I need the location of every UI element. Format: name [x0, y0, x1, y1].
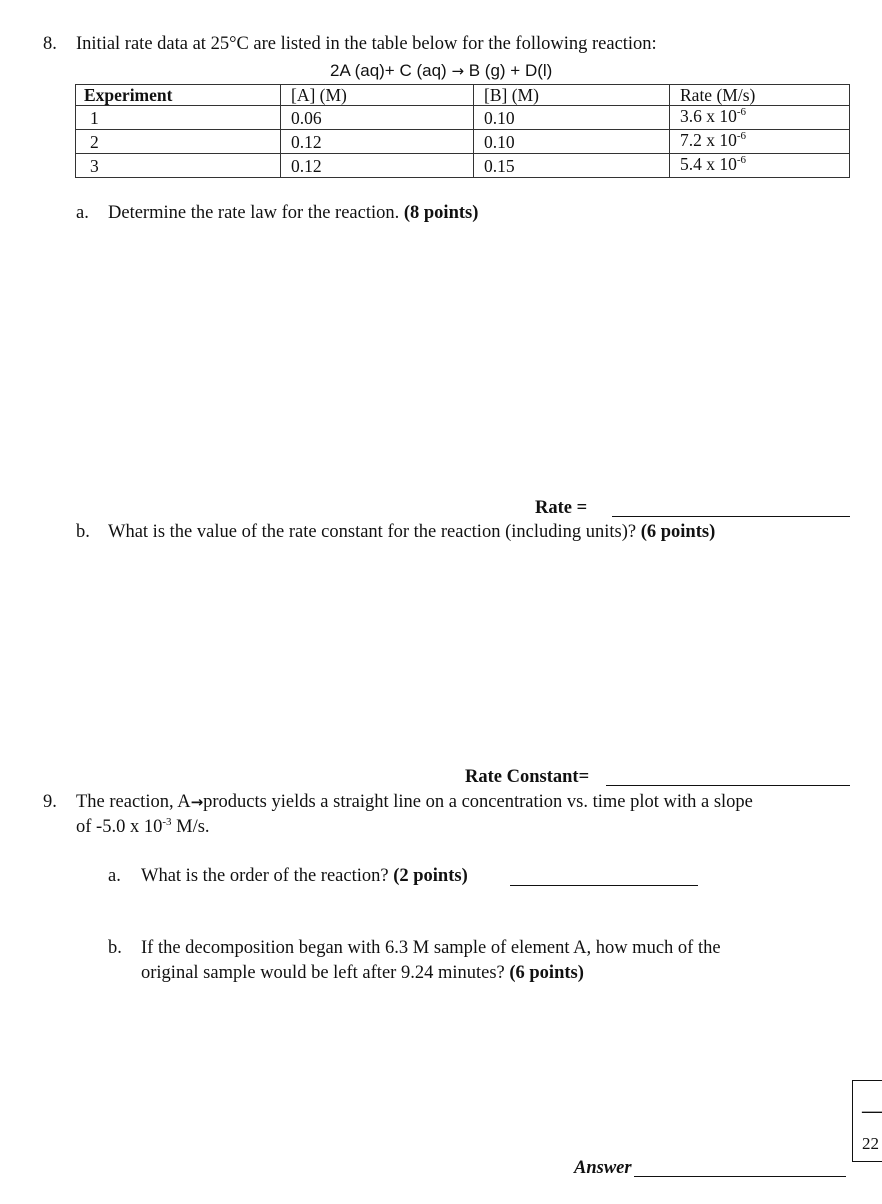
- q9a-answer-line[interactable]: [510, 885, 698, 886]
- q9-prompt-pre: The reaction, A: [76, 792, 191, 812]
- cell-exp: 3: [76, 154, 281, 178]
- cell-rate: [670, 130, 850, 154]
- q8-prompt: Initial rate data at 25°C are listed in the table below for the following reaction:: [76, 34, 657, 54]
- q9b-answer-line[interactable]: [634, 1176, 846, 1177]
- table-header-row: [76, 85, 850, 106]
- q9-prompt: [76, 792, 753, 813]
- q8b-text: What is the value of the rate constant for the reaction (including units)?: [108, 522, 637, 542]
- header-experiment: Experiment: [76, 85, 281, 106]
- header-a: [A] (M): [281, 85, 474, 106]
- reaction-left: 2A (aq)+ C (aq): [330, 61, 447, 80]
- rate-constant-label: Rate Constant=: [465, 767, 590, 787]
- q9a-text: What is the order of the reaction?: [141, 866, 389, 886]
- q9a-question: [141, 866, 468, 887]
- header-b: [B] (M): [474, 85, 670, 106]
- q8a-label: a.: [76, 203, 89, 223]
- q8b-points: (6 points): [640, 522, 716, 542]
- q9a-points: (2 points): [393, 866, 468, 886]
- reaction-equation: [330, 61, 552, 81]
- rate-base: 3.6 x 10: [680, 106, 737, 126]
- table-row: [76, 130, 850, 154]
- cell-a: 0.12: [281, 130, 474, 154]
- table-row: [76, 154, 850, 178]
- rate-data-table: [75, 84, 850, 178]
- cell-exp: 1: [76, 106, 281, 130]
- q8b-question: [108, 522, 715, 543]
- header-rate: Rate (M/s): [670, 85, 850, 106]
- q8a-points: (8 points): [403, 203, 479, 223]
- rate-exponent: -6: [736, 130, 747, 142]
- rate-constant-answer-line[interactable]: [606, 785, 850, 786]
- q9b-line2: original sample would be left after 9.24 minutes?: [141, 963, 505, 983]
- q9b-line2-wrap: [141, 963, 584, 984]
- cell-exp: 2: [76, 130, 281, 154]
- q8a-text: Determine the rate law for the reaction.: [108, 203, 400, 223]
- q9-slope-exponent: -3: [162, 816, 172, 828]
- q9-slope-units: M/s.: [171, 817, 210, 837]
- cell-a: 0.12: [281, 154, 474, 178]
- page-points-total: 22: [862, 1134, 879, 1153]
- rate-exponent: -6: [736, 154, 747, 166]
- reaction-right: B (g) + D(l): [468, 61, 553, 80]
- rate-base: 5.4 x 10: [680, 154, 737, 174]
- q9-arrow-icon: →: [190, 793, 204, 811]
- cell-b: 0.15: [474, 154, 670, 178]
- q9-number: 9.: [43, 792, 57, 812]
- cell-rate: [670, 106, 850, 130]
- cell-a: 0.06: [281, 106, 474, 130]
- rate-base: 7.2 x 10: [680, 130, 737, 150]
- cell-b: 0.10: [474, 106, 670, 130]
- answer-label: Answer: [574, 1158, 632, 1178]
- reaction-arrow-icon: →: [451, 62, 465, 80]
- q9b-label: b.: [108, 938, 122, 958]
- q9a-label: a.: [108, 866, 121, 886]
- q9b-points: (6 points): [509, 963, 584, 983]
- q8a-question: [108, 203, 478, 224]
- q9-prompt-post: products yields a straight line on a concentration vs. time plot with a slope: [203, 792, 753, 812]
- cell-b: 0.10: [474, 130, 670, 154]
- rate-exponent: -6: [736, 106, 747, 118]
- q8-number: 8.: [43, 34, 57, 54]
- rate-answer-line[interactable]: [612, 516, 850, 517]
- q8b-label: b.: [76, 522, 90, 542]
- q9-prompt-line2: [76, 817, 210, 838]
- table-row: [76, 106, 850, 130]
- score-dash: —: [862, 1100, 882, 1122]
- q9-slope-base: of -5.0 x 10: [76, 817, 163, 837]
- cell-rate: [670, 154, 850, 178]
- rate-answer-label: Rate =: [535, 498, 588, 518]
- q9b-line1: If the decomposition began with 6.3 M sample of element A, how much of the: [141, 938, 721, 958]
